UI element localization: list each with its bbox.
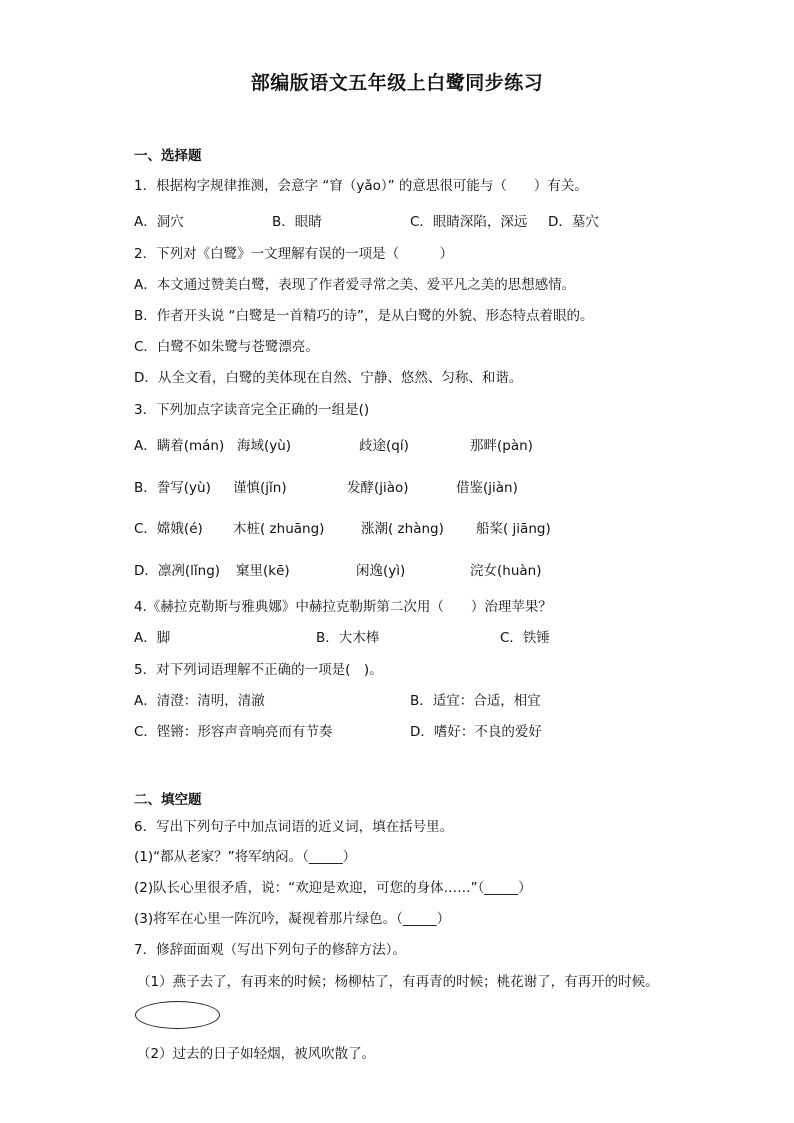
question-2-option-c: C．白鹭不如朱鹭与苍鹭漂亮。 bbox=[134, 339, 319, 355]
question-3-option-a-item: 那畔(pàn) bbox=[470, 438, 533, 454]
question-3-option-b-item: 发酵(jiào) bbox=[347, 480, 409, 496]
question-3-option-b-item: B．誊写(yù) bbox=[134, 480, 211, 496]
question-4-option-a: A．脚 bbox=[134, 630, 171, 646]
question-3-option-c-item: 涨潮( zhàng) bbox=[361, 521, 444, 537]
question-1-option-d: D．墓穴 bbox=[548, 214, 599, 230]
question-7-item-2: （2）过去的日子如轻烟，被风吹散了。 bbox=[137, 1046, 376, 1062]
question-1-option-a: A．洞穴 bbox=[134, 214, 184, 230]
question-6-stem: 6．写出下列句子中加点词语的近义词，填在括号里。 bbox=[134, 819, 454, 835]
question-3-option-a-item: 海域(yù) bbox=[237, 438, 292, 454]
question-1-option-b: B．眼睛 bbox=[272, 214, 322, 230]
question-5-option-b: B．适宜：合适，相宜 bbox=[410, 693, 541, 709]
question-6-item-3: (3)将军在心里一阵沉吟，凝视着那片绿色。（_____） bbox=[134, 911, 451, 927]
question-3-option-d-item: 窠里(kē) bbox=[236, 563, 290, 579]
question-5-option-c: C．铿锵：形容声音响亮而有节奏 bbox=[134, 724, 333, 740]
question-3-option-c-item: 木桩( zhuāng) bbox=[233, 521, 325, 537]
question-2-option-d: D．从全文看，白鹭的美体现在自然、宁静、悠然、匀称、和谐。 bbox=[134, 370, 523, 386]
question-3-option-a-item: A．瞒着(mán) bbox=[134, 438, 225, 454]
section-heading-fill-in: 二、填空题 bbox=[134, 792, 202, 808]
question-6-item-2: (2)队长心里很矛盾，说：“欢迎是欢迎，可您的身体……”（_____） bbox=[134, 880, 532, 896]
question-4-option-b: B．大木棒 bbox=[316, 630, 380, 646]
question-3-option-d-item: D．凛冽(lǐng) bbox=[134, 563, 221, 579]
question-2-stem: 2．下列对《白鹭》一文理解有误的一项是（ ） bbox=[134, 246, 454, 262]
question-7-stem: 7．修辞面面观（写出下列句子的修辞方法）。 bbox=[134, 942, 406, 958]
question-4-stem: 4.《赫拉克勒斯与雅典娜》中赫拉克勒斯第二次用（ ）治理苹果？ bbox=[134, 599, 552, 615]
question-3-option-a-item: 歧途(qí) bbox=[359, 438, 409, 454]
question-1-option-c: C．眼睛深陷，深远 bbox=[410, 214, 528, 230]
question-3-option-b-item: 谨慎(jǐn) bbox=[233, 480, 287, 496]
question-5-option-d: D．嗜好：不良的爱好 bbox=[410, 724, 542, 740]
section-heading-choice: 一、选择题 bbox=[134, 148, 202, 164]
question-5-option-a: A．清澄：清明，清澈 bbox=[134, 693, 265, 709]
question-5-stem: 5．对下列词语理解不正确的一项是( )。 bbox=[134, 662, 383, 678]
question-6-item-1: (1)“都从老家？”将军纳闷。（_____） bbox=[134, 849, 357, 865]
answer-oval bbox=[135, 1001, 220, 1029]
question-7-item-1: （1）燕子去了，有再来的时候；杨柳枯了，有再青的时候；桃花谢了，有再开的时候。 bbox=[137, 974, 659, 990]
question-2-option-a: A．本文通过赞美白鹭，表现了作者爱寻常之美、爱平凡之美的思想感情。 bbox=[134, 277, 576, 293]
page-title: 部编版语文五年级上白鹭同步练习 bbox=[250, 72, 544, 94]
question-3-option-d-item: 浣女(huàn) bbox=[470, 563, 542, 579]
question-3-option-c-item: C．嫦娥(é) bbox=[134, 521, 203, 537]
question-3-option-d-item: 闲逸(yì) bbox=[356, 563, 406, 579]
question-3-option-c-item: 船桨( jiāng) bbox=[476, 521, 551, 537]
question-3-stem: 3．下列加点字读音完全正确的一组是() bbox=[134, 402, 370, 418]
question-3-option-b-item: 借鉴(jiàn) bbox=[456, 480, 518, 496]
question-4-option-c: C．铁锤 bbox=[500, 630, 550, 646]
question-1-stem: 1．根据构字规律推测，会意字 “窅（yǎo）” 的意思很可能与（ ）有关。 bbox=[134, 178, 588, 194]
question-2-option-b: B．作者开头说 “白鹭是一首精巧的诗”，是从白鹭的外貌、形态特点着眼的。 bbox=[134, 308, 594, 324]
